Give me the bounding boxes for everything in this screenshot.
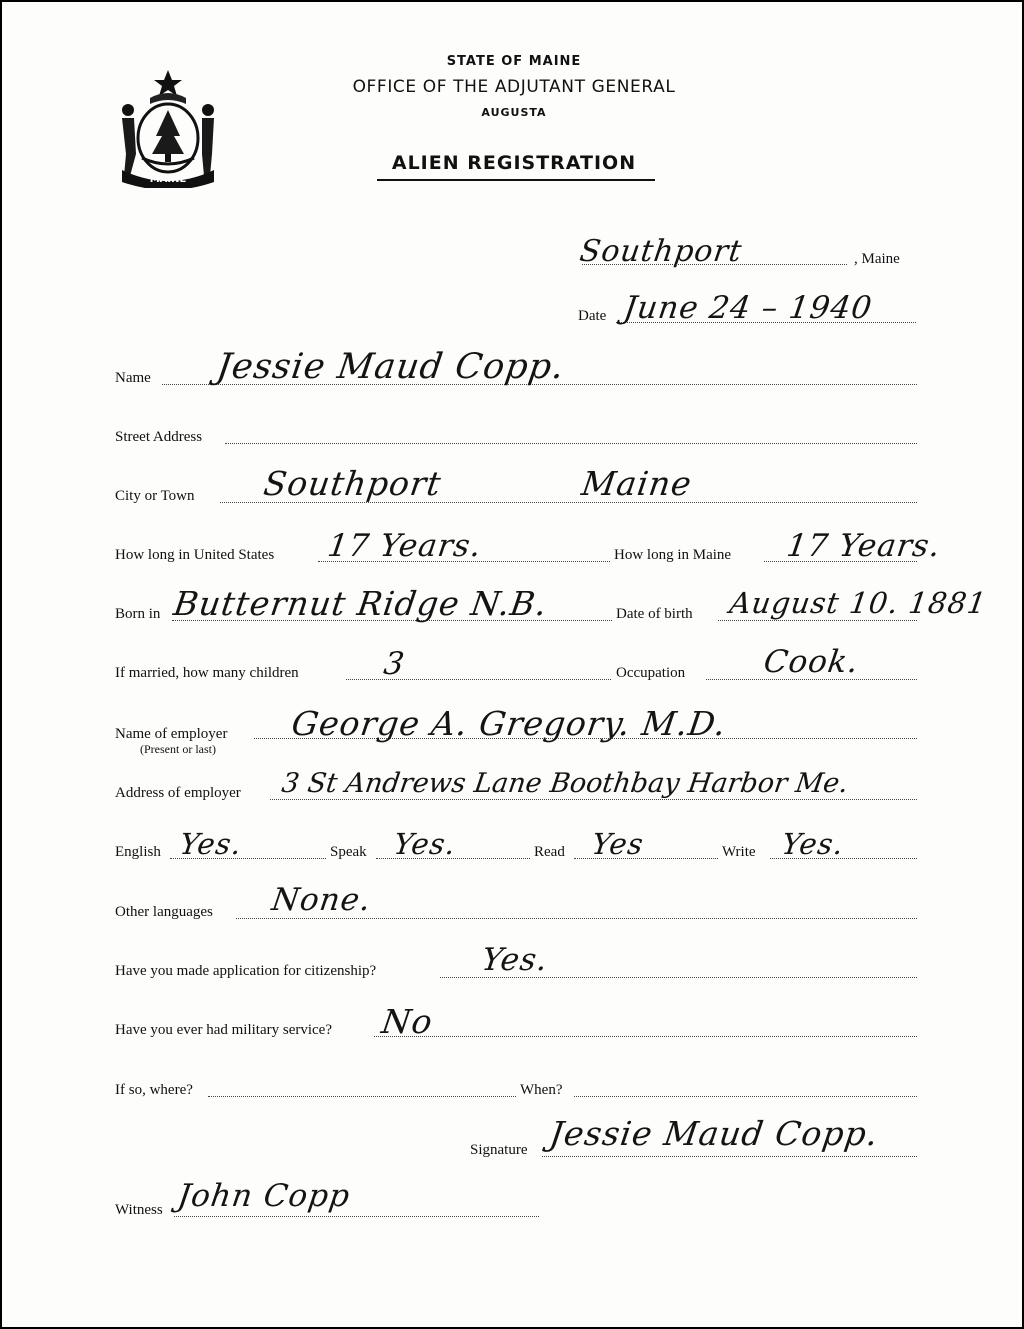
other-languages-line <box>236 918 917 919</box>
signature-label: Signature <box>470 1142 528 1158</box>
occupation-label: Occupation <box>616 665 686 681</box>
when-line <box>574 1096 917 1097</box>
born-in-value: Butternut Ridge N.B. <box>171 584 551 623</box>
english-value: Yes. <box>177 827 245 861</box>
witness-value: John Copp <box>175 1178 353 1214</box>
town-value: Southport <box>577 234 745 269</box>
employer-address-label: Address of employer <box>115 785 241 801</box>
speak-label: Speak <box>330 844 367 860</box>
when-label: When? <box>520 1082 563 1098</box>
witness-label: Witness <box>115 1202 163 1218</box>
date-value: June 24 – 1940 <box>621 290 875 326</box>
witness-line <box>174 1216 539 1217</box>
born-in-label: Born in <box>115 606 161 622</box>
city-heading: AUGUSTA <box>481 106 547 119</box>
date-label: Date <box>578 308 607 324</box>
write-label: Write <box>722 844 756 860</box>
read-value: Yes <box>589 827 647 861</box>
employer-value: George A. Gregory. M.D. <box>289 704 729 743</box>
other-languages-value: None. <box>269 882 374 918</box>
where-line <box>208 1096 516 1097</box>
employer-sublabel: (Present or last) <box>140 742 216 756</box>
employer-address-value: 3 St Andrews Lane Boothbay Harbor Me. <box>279 768 851 799</box>
military-line <box>374 1036 917 1037</box>
employer-address-line <box>270 799 917 800</box>
seal-banner-text: MAINE <box>149 174 187 185</box>
children-value: 3 <box>381 646 408 682</box>
name-label: Name <box>115 370 151 386</box>
town-label: , Maine <box>854 251 900 267</box>
dob-label: Date of birth <box>616 606 693 622</box>
where-label: If so, where? <box>115 1082 193 1098</box>
form-title: ALIEN REGISTRATION <box>391 152 637 174</box>
write-value: Yes. <box>779 827 847 861</box>
years-us-value: 17 Years. <box>325 528 485 564</box>
read-label: Read <box>534 844 565 860</box>
street-address-label: Street Address <box>115 429 203 445</box>
military-value: No <box>379 1002 436 1041</box>
name-value: Jessie Maud Copp. <box>214 347 568 387</box>
years-maine-value: 17 Years. <box>784 528 944 564</box>
city-value: Southport <box>261 464 445 503</box>
street-address-line <box>225 443 917 444</box>
state-value: Maine <box>579 464 695 503</box>
citizenship-label: Have you made application for citizenship? <box>115 963 377 979</box>
state-heading: STATE OF MAINE <box>446 54 582 69</box>
title-underline <box>377 179 655 181</box>
years-us-label: How long in United States <box>115 547 275 563</box>
dob-line <box>718 620 917 621</box>
citizenship-value: Yes. <box>479 942 551 978</box>
signature-value: Jessie Maud Copp. <box>547 1114 882 1153</box>
children-label: If married, how many children <box>115 665 299 681</box>
signature-line <box>542 1156 917 1157</box>
other-languages-label: Other languages <box>115 904 213 920</box>
years-maine-label: How long in Maine <box>614 547 732 563</box>
occupation-value: Cook. <box>761 644 862 680</box>
speak-value: Yes. <box>391 827 459 861</box>
military-label: Have you ever had military service? <box>115 1022 332 1038</box>
office-heading: OFFICE OF THE ADJUTANT GENERAL <box>352 77 676 97</box>
employer-label: Name of employer <box>115 726 228 742</box>
town-line <box>582 264 847 265</box>
english-label: English <box>115 844 161 860</box>
dob-value: August 10. 1881 <box>727 586 990 620</box>
city-label: City or Town <box>115 488 195 504</box>
